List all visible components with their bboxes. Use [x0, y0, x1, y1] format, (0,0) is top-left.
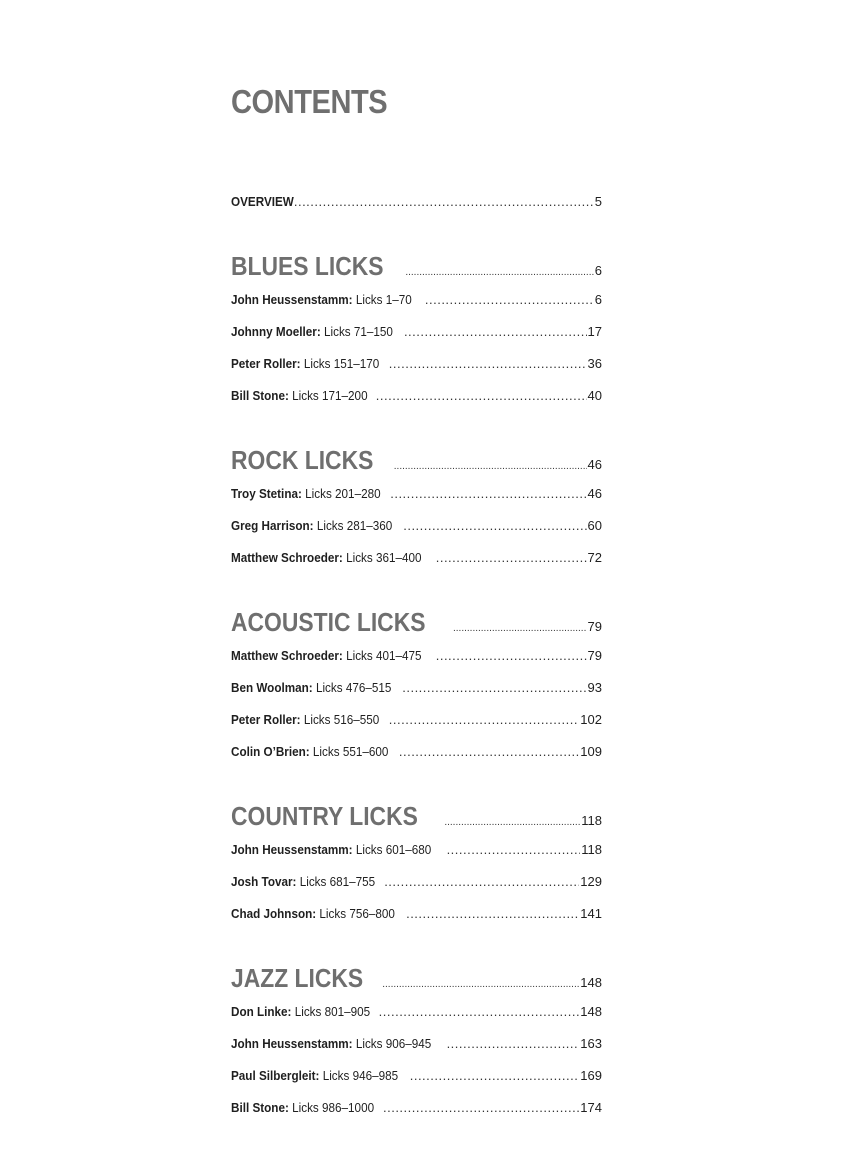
toc-entry[interactable]	[231, 478, 602, 510]
section-title: JAZZ LICKS	[231, 963, 364, 993]
toc-entry[interactable]	[231, 1028, 602, 1060]
toc-entry[interactable]	[231, 510, 602, 542]
author-name: Don Linke:	[231, 1004, 292, 1019]
toc-entry[interactable]	[231, 898, 602, 930]
page-number: 60	[587, 518, 602, 533]
author-name: Peter Roller:	[231, 356, 301, 371]
dot-leader	[406, 898, 579, 930]
author-name: Ben Woolman:	[231, 680, 313, 695]
dot-leader	[384, 866, 579, 898]
author-name: Matthew Schroeder:	[231, 550, 343, 565]
page-number: 72	[587, 550, 602, 565]
author-name: John Heussenstamm:	[231, 292, 353, 307]
page-number: 36	[587, 356, 602, 371]
author-name: Chad Johnson:	[231, 906, 317, 921]
lick-range: Licks 906–945	[355, 1036, 432, 1051]
author-name: John Heussenstamm:	[231, 1036, 353, 1051]
author-name: Bill Stone:	[231, 1100, 289, 1115]
lick-range: Licks 551–600	[312, 744, 389, 759]
author-name: Matthew Schroeder:	[231, 648, 343, 663]
dot-leader	[436, 640, 587, 672]
page-number: 118	[581, 842, 602, 857]
page-number: 109	[580, 744, 602, 759]
toc-entry[interactable]	[231, 640, 602, 672]
dot-leader	[425, 284, 594, 316]
dot-leader	[436, 542, 587, 574]
lick-range: Licks 361–400	[346, 550, 422, 565]
page-number: 163	[580, 1036, 602, 1051]
toc-section-jazz	[231, 960, 602, 1124]
dot-leader	[379, 996, 580, 1028]
lick-range: Licks 681–755	[299, 874, 376, 889]
page-number: 40	[587, 388, 602, 403]
lick-range: Licks 756–800	[319, 906, 395, 921]
lick-range: Licks 801–905	[294, 1004, 371, 1019]
page-number: 79	[587, 648, 602, 663]
dot-leader	[390, 478, 586, 510]
lick-range: Licks 401–475	[346, 648, 422, 663]
author-name: Paul Silbergleit:	[231, 1068, 320, 1083]
toc-entry[interactable]	[231, 866, 602, 898]
section-heading[interactable]	[231, 604, 602, 640]
dot-leader	[383, 1092, 579, 1124]
page-number: 129	[580, 874, 602, 889]
author-name: Peter Roller:	[231, 712, 301, 727]
dot-leader	[402, 672, 586, 704]
author-name: Troy Stetina:	[231, 486, 302, 501]
lick-range: Licks 986–1000	[292, 1100, 375, 1115]
toc-entry[interactable]	[231, 1092, 602, 1124]
page-number: 46	[587, 457, 602, 472]
author-name: Johnny Moeller:	[231, 324, 321, 339]
toc-entry[interactable]	[231, 672, 602, 704]
dot-leader	[389, 348, 587, 380]
toc-entry[interactable]	[231, 348, 602, 380]
dot-leader	[447, 1028, 580, 1060]
page-number: 102	[580, 712, 602, 727]
lick-range: Licks 281–360	[316, 518, 393, 533]
toc-section-country	[231, 798, 602, 930]
author-name: Josh Tovar:	[231, 874, 297, 889]
lick-range: Licks 516–550	[303, 712, 380, 727]
section-title: ROCK LICKS	[231, 445, 374, 475]
author-name: John Heussenstamm:	[231, 842, 353, 857]
dot-leader	[389, 704, 580, 736]
author-name: Colin O’Brien:	[231, 744, 310, 759]
section-heading[interactable]	[231, 798, 602, 834]
section-title: ACOUSTIC LICKS	[231, 607, 426, 637]
table-of-contents	[231, 78, 602, 1124]
page-number: 17	[587, 324, 602, 339]
section-title: COUNTRY LICKS	[231, 801, 418, 831]
page-number: 79	[587, 619, 602, 634]
toc-entry[interactable]	[231, 736, 602, 768]
dot-leader	[404, 316, 587, 348]
toc-entry[interactable]	[231, 316, 602, 348]
toc-entry[interactable]	[231, 704, 602, 736]
lick-range: Licks 201–280	[305, 486, 381, 501]
author-name: Bill Stone:	[231, 388, 289, 403]
section-heading[interactable]	[231, 960, 602, 996]
page-number: 46	[587, 486, 602, 501]
lick-range: Licks 601–680	[355, 842, 432, 857]
page-number: 148	[580, 975, 602, 990]
toc-entry[interactable]	[231, 380, 602, 412]
lick-range: Licks 71–150	[323, 324, 393, 339]
section-title: BLUES LICKS	[231, 251, 384, 281]
page-number: 141	[580, 906, 602, 921]
page-number: 5	[594, 194, 602, 209]
section-heading[interactable]	[231, 248, 602, 284]
page-number: 174	[580, 1100, 602, 1115]
toc-entry[interactable]	[231, 834, 602, 866]
page-number: 6	[594, 263, 602, 278]
dot-leader	[403, 510, 586, 542]
dot-leader	[399, 736, 579, 768]
section-heading[interactable]	[231, 442, 602, 478]
page-number: 169	[580, 1068, 602, 1083]
dot-leader	[294, 186, 594, 218]
dot-leader	[410, 1060, 580, 1092]
page-title: CONTENTS	[231, 83, 388, 120]
lick-range: Licks 476–515	[315, 680, 392, 695]
lick-range: Licks 171–200	[292, 388, 368, 403]
lick-range: Licks 151–170	[303, 356, 380, 371]
toc-entry-overview[interactable]	[231, 186, 602, 218]
toc-section-rock	[231, 442, 602, 574]
page-number: 93	[587, 680, 602, 695]
dot-leader	[447, 834, 581, 866]
toc-entry[interactable]	[231, 542, 602, 574]
page-number: 6	[594, 292, 602, 307]
page-number: 118	[581, 813, 602, 828]
toc-entry[interactable]	[231, 996, 602, 1028]
toc-entry[interactable]	[231, 1060, 602, 1092]
page-number: 148	[580, 1004, 602, 1019]
overview-label: OVERVIEW	[231, 194, 294, 209]
lick-range: Licks 946–985	[322, 1068, 399, 1083]
toc-section-acoustic	[231, 604, 602, 768]
author-name: Greg Harrison:	[231, 518, 314, 533]
lick-range: Licks 1–70	[355, 292, 412, 307]
toc-section-blues	[231, 248, 602, 412]
dot-leader	[376, 380, 587, 412]
